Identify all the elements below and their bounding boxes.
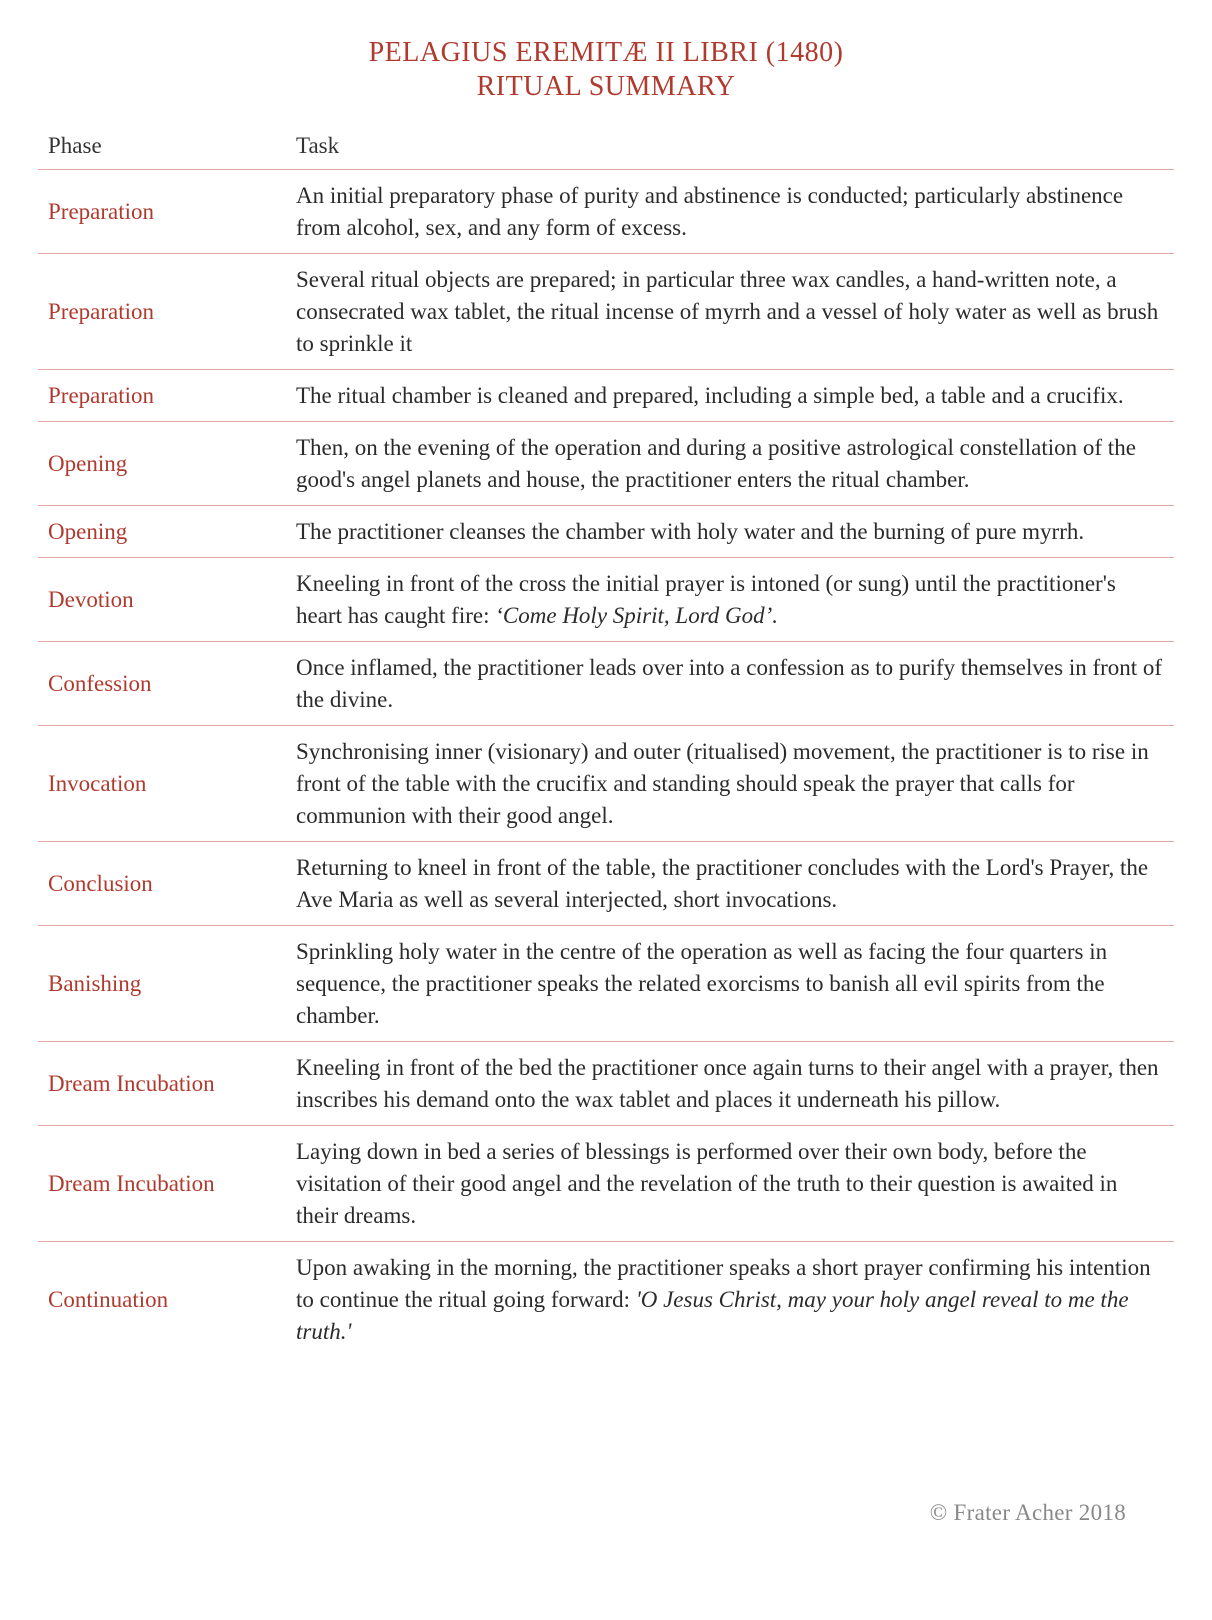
ritual-table	[38, 126, 1174, 1357]
task-text: Then, on the evening of the operation and during a positive astrological constellation of the good's angel planets and house, the practitioner enters the ritual chamber.	[296, 435, 1136, 492]
phase-cell: Dream Incubation	[38, 1126, 286, 1242]
task-quote: 'O Jesus Christ, may your holy angel reveal to me the truth.'	[296, 1287, 1129, 1344]
phase-cell: Continuation	[48, 1287, 169, 1312]
task-text: Upon awaking in the morning, the practitioner speaks a short prayer confirming his intention to continue the ritual going forward:	[296, 1255, 1151, 1312]
table-row	[38, 506, 1174, 558]
task-text: Returning to kneel in front of the table, the practitioner concludes with the Lord's Prayer, the Ave Maria as well as several interjected, short invocations.	[296, 855, 1149, 912]
table-row	[38, 422, 1174, 506]
column-header-phase: Phase	[38, 126, 286, 170]
phase-cell: Preparation	[38, 254, 286, 370]
task-cell	[286, 506, 1174, 558]
task-text: Synchronising inner (visionary) and outer (ritualised) movement, the practitioner is to rise in front of the table with the crucifix and standing should speak the prayer that calls for communion with their good angel.	[296, 739, 1149, 828]
table-row	[38, 370, 1174, 422]
task-cell	[286, 642, 1174, 726]
page-title	[0, 36, 1212, 104]
table-row	[38, 1126, 1174, 1242]
phase-cell: Preparation	[38, 370, 286, 422]
task-cell	[286, 1042, 1174, 1126]
task-cell	[286, 370, 1174, 422]
phase-cell: Devotion	[38, 558, 286, 642]
task-text: The practitioner cleanses the chamber with holy water and the burning of pure myrrh.	[296, 519, 1085, 544]
title-line-2: RITUAL SUMMARY	[476, 71, 736, 102]
table-row	[38, 642, 1174, 726]
task-cell	[286, 558, 1174, 642]
task-text: Once inflamed, the practitioner leads over into a confession as to purify themselves in front of the divine.	[296, 655, 1163, 712]
phase-cell: Confession	[38, 642, 286, 726]
task-quote: ‘Come Holy Spirit, Lord God’.	[495, 603, 779, 628]
task-cell	[286, 842, 1174, 926]
task-text: Several ritual objects are prepared; in particular three wax candles, a hand-written note, a consecrated wax tablet, the ritual incense of myrrh and a vessel of holy water as well as brush to sprinkle it	[296, 267, 1159, 356]
table-row	[38, 726, 1174, 842]
table-row	[38, 1042, 1174, 1126]
task-text: Kneeling in front of the cross the initial prayer is intoned (or sung) until the practitioner's heart has caught fire:	[296, 571, 1116, 628]
task-cell	[286, 926, 1174, 1042]
task-text: Kneeling in front of the bed the practitioner once again turns to their angel with a prayer, then inscribes his demand onto the wax tablet and places it underneath his pillow.	[296, 1055, 1159, 1112]
task-cell	[286, 1242, 1174, 1358]
task-text: Laying down in bed a series of blessings is performed over their own body, before the visitation of their good angel and the revelation of the truth to their question is awaited in their dreams.	[296, 1139, 1118, 1228]
table-row	[38, 1242, 1174, 1358]
task-text: An initial preparatory phase of purity and abstinence is conducted; particularly abstinence from alcohol, sex, and any form of excess.	[296, 183, 1124, 240]
phase-cell: Opening	[38, 422, 286, 506]
column-header-task: Task	[286, 126, 1174, 170]
task-cell	[286, 1126, 1174, 1242]
task-cell	[286, 422, 1174, 506]
phase-cell: Opening	[38, 506, 286, 558]
task-cell	[286, 170, 1174, 254]
task-text: Sprinkling holy water in the centre of the operation as well as facing the four quarters in sequence, the practitioner speaks the related exorcisms to banish all evil spirits from the chamber.	[296, 939, 1108, 1028]
table-row	[38, 558, 1174, 642]
task-text: The ritual chamber is cleaned and prepared, including a simple bed, a table and a crucifix.	[296, 383, 1124, 408]
task-cell	[286, 726, 1174, 842]
phase-cell: Dream Incubation	[38, 1042, 286, 1126]
copyright-footer: © Frater Acher 2018	[929, 1500, 1126, 1525]
title-line-1: PELAGIUS EREMITÆ II LIBRI (1480)	[368, 37, 844, 68]
table-row	[38, 254, 1174, 370]
phase-cell: Invocation	[38, 726, 286, 842]
table-header-row	[38, 126, 1174, 170]
phase-cell: Preparation	[38, 170, 286, 254]
table-row	[38, 842, 1174, 926]
task-cell	[286, 254, 1174, 370]
table-row	[38, 170, 1174, 254]
phase-cell: Banishing	[38, 926, 286, 1042]
table-row	[38, 926, 1174, 1042]
phase-cell: Conclusion	[38, 842, 286, 926]
